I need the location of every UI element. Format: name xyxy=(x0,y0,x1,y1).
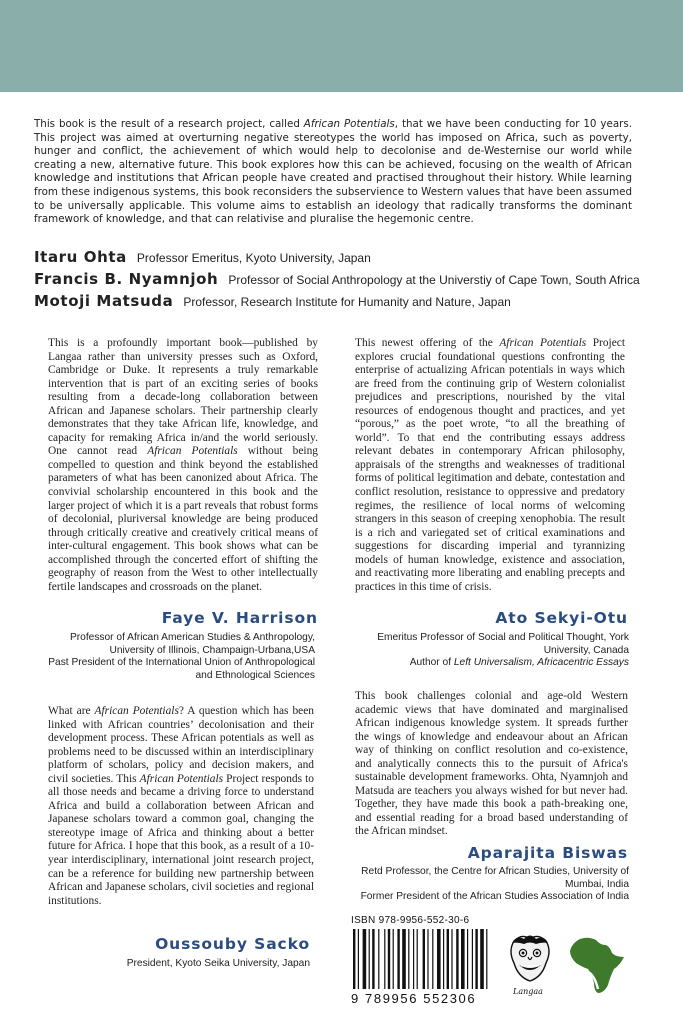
review-italic-title: African Potentials xyxy=(139,772,224,785)
review-text: This book challenges colonial and age-old Western academic views that have dominated and marginalised African indigenous knowledge system. It spreads further the wings of knowledge and endeavour about an African way of thinking on conflict resolution and co-existence, and analytically connects this to the pursuit of Africa's sustainable development frameworks. Ohta, Nyamnjoh and Matsuda are teachers you always wished for but never had. Together, they have made this book a path-breaking one, and essential reading for a broad based understanding of the African mindset. xyxy=(355,690,628,838)
description-italic-title: African Potentials xyxy=(303,118,395,130)
affiliation-prefix: Author of xyxy=(409,657,454,669)
africa-map-logo-icon xyxy=(566,937,628,995)
review-sacko-text xyxy=(48,705,314,908)
reviewer-affiliation-harrison xyxy=(40,632,315,682)
editor-name: Motoji Matsuda xyxy=(34,292,174,310)
affiliation-line: University of Illinois, Champaign-Urbana,USA xyxy=(109,644,315,656)
review-italic-title: African Potentials xyxy=(499,337,587,349)
langaa-face-logo-icon xyxy=(508,933,552,985)
affiliation-line xyxy=(345,657,629,670)
reviewer-name-sekyi-otu: Ato Sekyi-Otu xyxy=(495,609,628,627)
review-text: Project responds to all those needs and became a driving force to understand Africa and build a collaboration between African and Japanese scholars toward a common goal, changing the stereotype image of Africa and thinking about a better future for Africa. I hope that this book, as a result of a 10-year interdisciplinary, international joint research project, can be a reference for building new partnership between African and Japanese scholars, civil societies and regional institutions. xyxy=(48,772,314,907)
editor-role: Professor, Research Institute for Humanity and Nature, Japan xyxy=(183,295,511,309)
review-harrison-text xyxy=(48,337,318,594)
review-sekyi-otu-text xyxy=(355,337,625,594)
review-italic-title: African Potentials xyxy=(147,445,238,458)
affiliation-line: Professor of African American Studies & Anthropology, xyxy=(69,632,315,643)
isbn-label: ISBN 978-9956-552-30-6 xyxy=(351,915,470,926)
affiliation-line: University, Canada xyxy=(543,644,629,656)
affiliation-line: Past President of the International Union of Anthropological xyxy=(48,657,315,669)
reviewer-name-harrison: Faye V. Harrison xyxy=(161,609,318,627)
affiliation-line: President, Kyoto Seika University, Japan xyxy=(126,958,310,969)
review-text: This newest offering of the xyxy=(355,337,500,349)
description-text: This book is the result of a research project, called xyxy=(34,118,304,130)
review-text: This is a profoundly important book—published by Langaa rather than university presses such as Oxford, Cambridge or Duke. It represents a truly remarkable intervention that is part of an exciting series of books resulting from a decade-long collaboration between African and Japanese scholars. Their partnership clearly demonstrates that they take African life, knowledge, and capacity for remaking Africa in/and the world seriously. One cannot read xyxy=(48,337,318,458)
affiliation-line: Emeritus Professor of Social and Political Thought, York xyxy=(377,632,629,643)
editor-role: Professor of Social Anthropology at the Universtiy of Cape Town, South Africa xyxy=(228,273,640,287)
editor-row xyxy=(34,292,654,314)
editor-name: Francis B. Nyamnjoh xyxy=(34,270,219,288)
review-italic-title: African Potentials xyxy=(94,705,179,717)
review-text: ? A question which has been linked with African countries’ decolonisation and their development process. These African potentials as well as problems need to be discussed within an interdisciplinary platform of scholars, policy and decision makers, and civil societies. This xyxy=(48,705,314,785)
affiliation-line: and Ethnological Sciences xyxy=(195,669,315,681)
reviewer-affiliation-biswas xyxy=(345,866,629,904)
reviewer-affiliation-sekyi-otu xyxy=(345,632,629,670)
reviewer-name-sacko: Oussouby Sacko xyxy=(155,935,310,953)
editor-row xyxy=(34,270,654,292)
affiliation-line: Retd Professor, the Centre for African Studies, University of xyxy=(361,866,629,877)
book-description xyxy=(34,118,632,227)
affiliation-line: Mumbai, India xyxy=(565,878,629,890)
review-biswas-text xyxy=(355,690,628,839)
reviewer-name-biswas: Aparajita Biswas xyxy=(467,844,628,862)
review-text: Project explores crucial foundational questions confronting the enterprise of actualizing African potentials in ways which are freed from the continuing grip of Western colonialist prejudices and prescriptions, nourished by the vital resources of endogenous thought and practices, and yet “porous,” as the poet wrote, “to all the breathing of world”. To that end the contributing essays address relevant debates in contemporary African philosophy, appraisals of the strengths and weaknesses of traditional forms of political legitimation and debate, contestation and conflict resolution, resistance to oppressive and predatory regimes, the resilience of local norms of welcoming strangers in this season of creeping xenophobia. The result is a rich and variegated set of critical examinations and suggestions for discarding imperial and tyrannizing models of human knowledge, existence and association, and reactivating more liberating and enabling precepts and practices in this time of crisis. xyxy=(355,337,625,593)
editor-role: Professor Emeritus, Kyoto University, Japan xyxy=(136,251,371,265)
description-text-continued: , that we have been conducting for 10 years. This project was aimed at overturning negative stereotypes the world has imposed on Africa, such as poverty, hunger and conflict, the achievement of which would help to decolonise and de-Westernise our world while creating a new, alternative future. This book explores how this can be achieved, focusing on the wealth of African knowledge and institutions that African people have created and practised throughout their history. While learning from these indigenous systems, this book reconsiders the subservience to Western values that have been assumed to be universally applicable. This volume aims to establish an ideology that radically transforms the dominant framework of knowledge, and that can relativise and pluralise the hegemonic centre. xyxy=(34,118,632,226)
editors-list xyxy=(34,248,654,314)
review-text: without being compelled to question and think beyond the established parameters of what has been canonized about Africa. The convivial scholarship encountered in this book and the larger project of which it is a part reveals that robust forms of decolonial, pluriversal knowledge are being produced through critically creative and creatively critical means of inter-cultural engagement. This book shows what can be accomplished through the concerted effort of shifting the geography of reason from the West to other intellectually fertile landscapes and crossroads on the planet. xyxy=(48,445,318,593)
editor-row xyxy=(34,248,654,270)
top-color-band xyxy=(0,0,683,92)
barcode-icon xyxy=(351,929,499,991)
editor-name: Itaru Ohta xyxy=(34,248,127,266)
affiliation-book-title: Left Universalism, Africacentric Essays xyxy=(453,657,629,669)
review-text: What are xyxy=(48,705,95,717)
isbn-barcode-number: 9 789956 552306 xyxy=(351,991,477,1006)
affiliation-line: Former President of the African Studies Association of India xyxy=(360,891,629,903)
reviewer-affiliation-sacko xyxy=(48,958,310,971)
publisher-name: Langaa xyxy=(513,987,543,996)
